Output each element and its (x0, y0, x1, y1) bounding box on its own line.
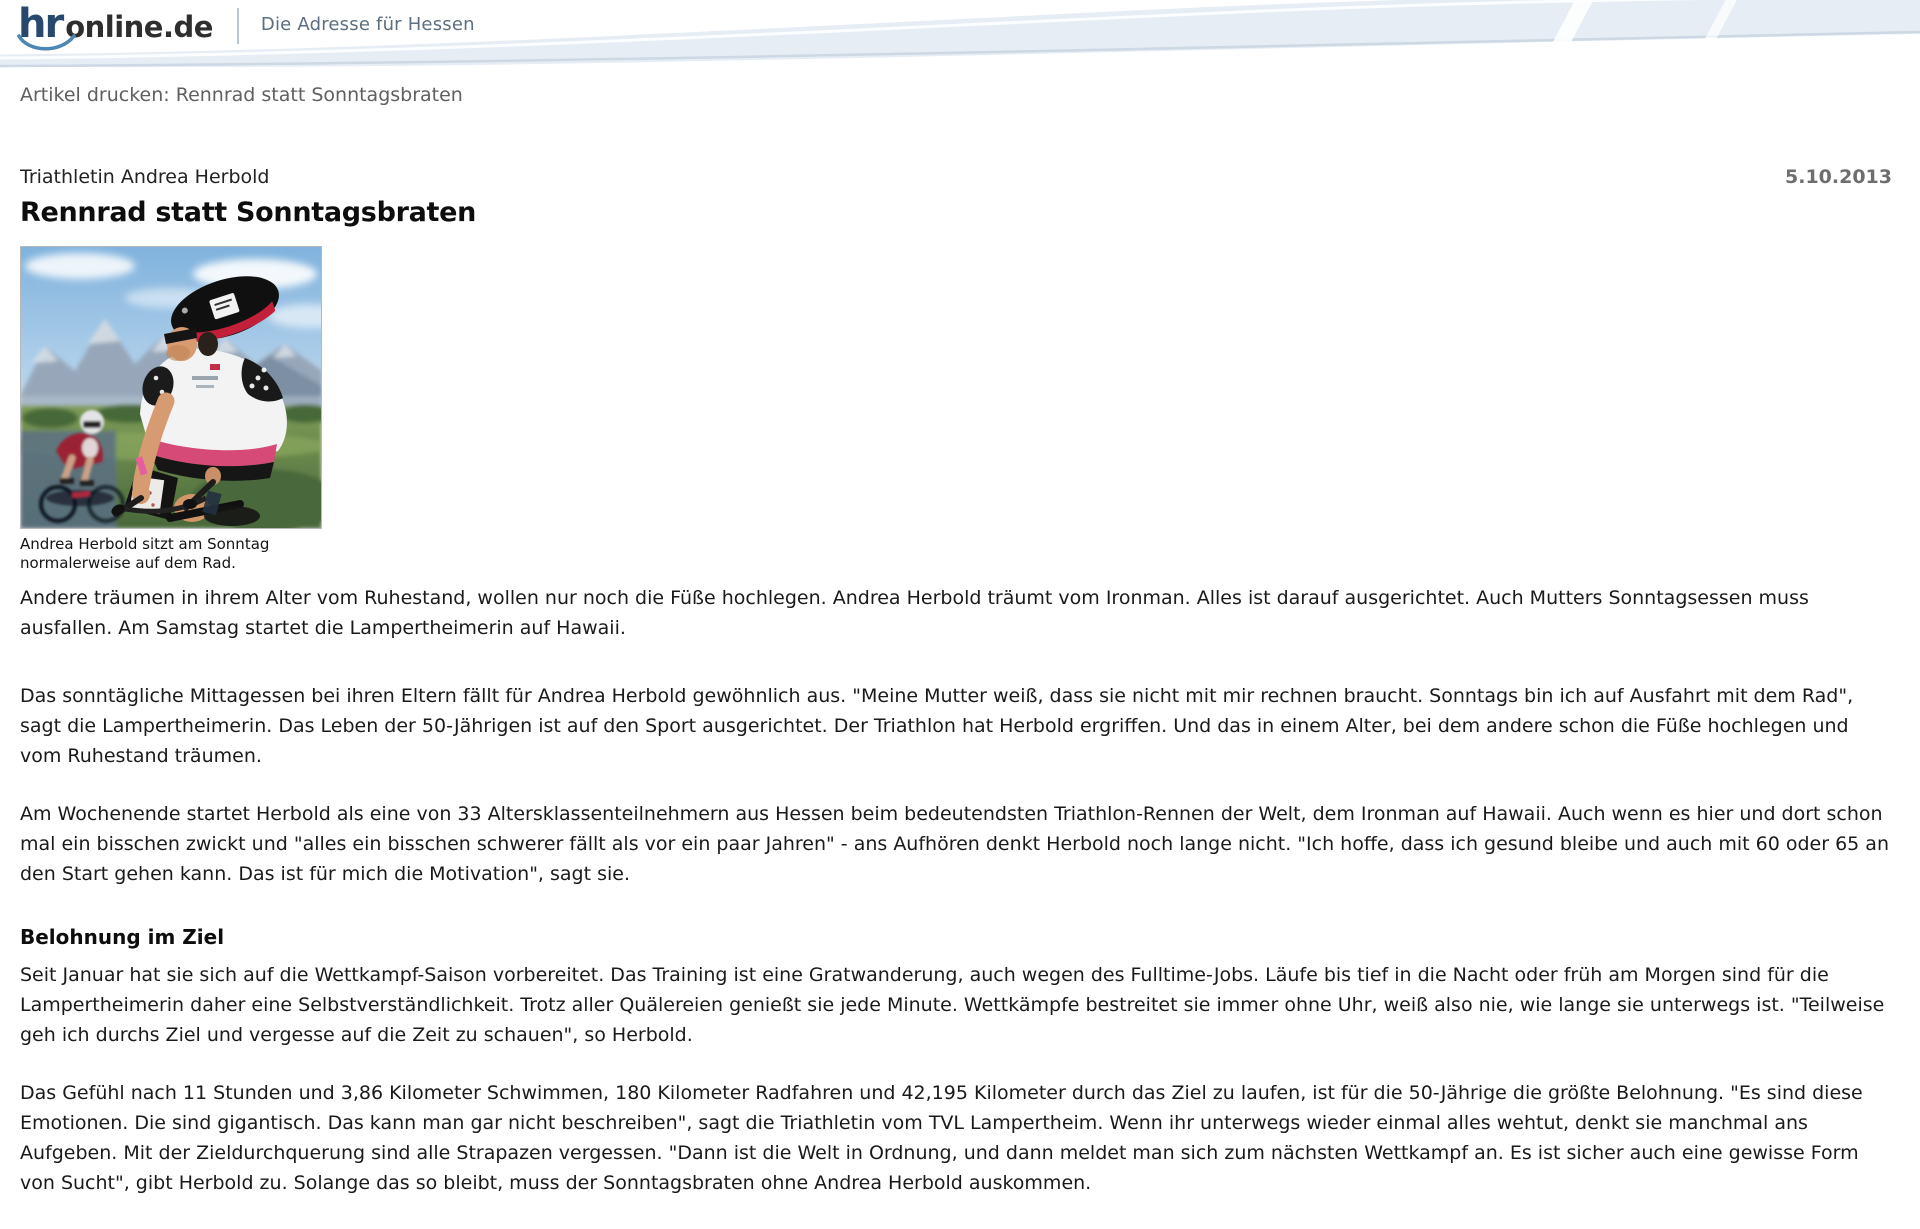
logo-suffix-text: online.de (65, 10, 213, 44)
body-paragraph-3: Seit Januar hat sie sich auf die Wettkampf-Saison vorbereitet. Das Training ist eine Gratwanderung, auch wegen des Fulltime-Jobs. Läufe bis tief in die Nacht oder früh am Morgen sind für die Lampertheimerin daher eine Selbstverständlichkeit. Trotz aller Quälereien genießt sie jede Minute. Wettkämpfe bestreitet sie immer ohne Uhr, weiß also nie, wie lange sie unterwegs ist. "Teilweise geh ich durchs Ziel und vergesse auf die Zeit zu schauen", so Herbold. (20, 964, 1885, 1046)
header-logo-row (18, 1, 475, 58)
body-paragraph-1: Das sonntägliche Mittagessen bei ihren Eltern fällt für Andrea Herbold gewöhnlich aus. "Meine Mutter weiß, dass sie nicht mit mir rechnen braucht. Sonntags bin ich auf Ausfahrt mit dem Rad", sagt die Lampertheimerin. Das Leben der 50-Jährigen ist auf den Sport ausgerichtet. Der Triathlon hat Herbold ergriffen. Und das in einem Alter, bei dem andere schon die Füße hochlegen und vom Ruhestand träumen. (20, 685, 1854, 767)
site-header (0, 0, 1920, 68)
logo-swoosh-icon (16, 32, 78, 56)
print-bar-label: Artikel drucken: Rennrad statt Sonntagsbraten (20, 84, 463, 106)
lead-paragraph: Andere träumen in ihrem Alter vom Ruhestand, wollen nur noch die Füße hochlegen. Andrea Herbold träumt vom Ironman. Alles ist darauf ausgerichtet. Auch Mutters Sonntagsessen muss ausfallen. Am Samstag startet die Lampertheimerin auf Hawaii. (20, 587, 1809, 639)
article-date: 5.10.2013 (1785, 166, 1892, 188)
article-subheading: Belohnung im Ziel (20, 925, 225, 949)
header-tagline: Die Adresse für Hessen (260, 14, 475, 35)
hr-online-logo (18, 1, 213, 58)
article-meta-row (20, 164, 1892, 190)
article-photo (20, 246, 322, 529)
body-paragraph-4: Das Gefühl nach 11 Stunden und 3,86 Kilometer Schwimmen, 180 Kilometer Radfahren und 42,195 Kilometer durch das Ziel zu laufen, ist für die 50-Jährige die größte Belohnung. "Es sind diese Emotionen. Die sind gigantisch. Das kann man gar nicht beschreiben", sagt die Triathletin vom TVL Lampertheim. Wenn ihr unterwegs wieder einmal alles wehtut, denkt sie manchmal ans Aufgeben. Mit der Zieldurchquerung sind alle Strapazen vergessen. "Dann ist die Welt in Ordnung, und dann meldet man sich zum nächsten Wettkampf an. Es ist sicher auch eine gewisse Form von Sucht", gibt Herbold zu. Solange das so bleibt, muss der Sonntagsbraten ohne Andrea Herbold auskommen. (20, 1082, 1863, 1194)
logo-hr-text: hr (18, 1, 63, 47)
article (0, 164, 1920, 1218)
article-headline: Rennrad statt Sonntagsbraten (20, 197, 477, 228)
article-photo-figure (20, 246, 1892, 573)
photo-caption: Andrea Herbold sitzt am Sonntag normalerweise auf dem Rad. (20, 535, 270, 572)
body-paragraph-2: Am Wochenende startet Herbold als eine von 33 Altersklassenteilnehmern aus Hessen beim bedeutendsten Triathlon-Rennen der Welt, dem Ironman auf Hawaii. Auch wenn es hier und dort schon mal ein bisschen zwickt und "alles ein bisschen schwerer fällt als vor ein paar Jahren" - ans Aufhören denkt Herbold noch lange nicht. "Ich hoffe, dass ich gesund bleibe und auch mit 60 oder 65 an den Start gehen kann. Das ist für mich die Motivation", sagt sie. (20, 803, 1889, 885)
article-kicker: Triathletin Andrea Herbold (20, 166, 270, 188)
header-divider (237, 8, 239, 44)
